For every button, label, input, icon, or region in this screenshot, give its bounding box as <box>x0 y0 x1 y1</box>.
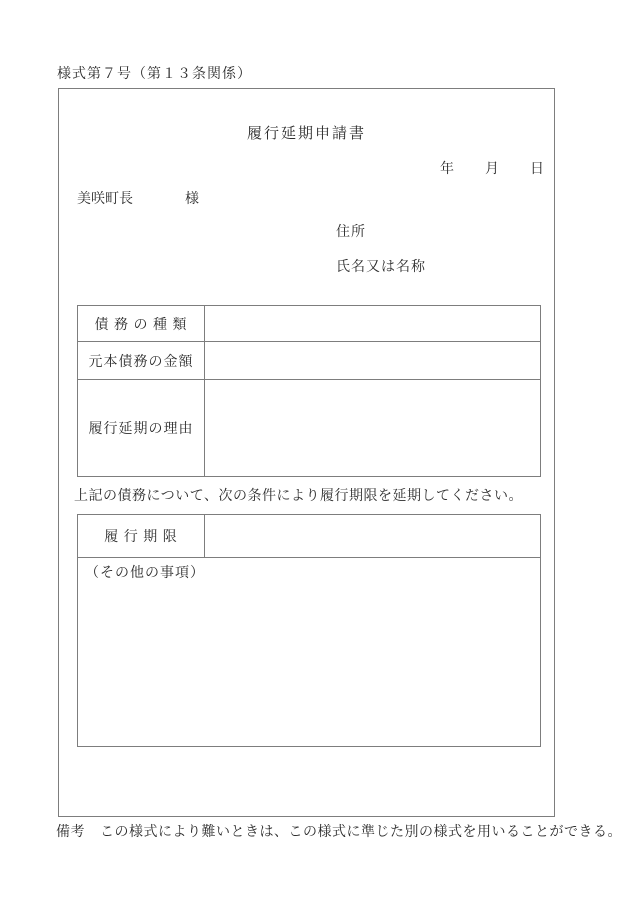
table-row <box>78 306 540 342</box>
table-row <box>78 515 540 558</box>
form-outer-frame <box>58 88 555 817</box>
remarks-line <box>56 821 622 841</box>
principal-amount-value <box>205 342 540 379</box>
document-title: 履行延期申請書 <box>246 126 366 142</box>
performance-deadline-label: 履 行 期 限 <box>78 515 205 557</box>
address-label: 住所 <box>336 225 366 240</box>
name-or-title-label: 氏名又は名称 <box>336 260 426 275</box>
debt-table <box>77 305 541 477</box>
other-matters-cell <box>78 558 540 746</box>
deferment-reason-label: 履行延期の理由 <box>78 380 205 476</box>
table-row <box>78 342 540 380</box>
other-matters-label: （その他の事項） <box>85 566 205 581</box>
deferment-reason-value <box>205 380 540 476</box>
form-number-label: 様式第７号（第１３条関係） <box>57 67 252 82</box>
remarks-text: この様式により難いときは、この様式に準じた別の様式を用いることができる。 <box>100 825 622 840</box>
performance-deadline-value <box>205 515 540 557</box>
recipient-name: 美咲町長 <box>77 192 133 207</box>
deadline-table <box>77 514 541 747</box>
principal-amount-label: 元本債務の金額 <box>78 342 205 379</box>
debt-type-label: 債 務 の 種 類 <box>78 306 205 341</box>
remarks-label: 備考 <box>56 825 85 840</box>
recipient-line <box>77 188 199 208</box>
debt-type-value <box>205 306 540 341</box>
date-line: 年 月 日 <box>440 162 545 177</box>
recipient-honorific: 様 <box>185 192 199 207</box>
request-sentence: 上記の債務について、次の条件により履行期限を延期してください。 <box>74 489 523 504</box>
table-row <box>78 380 540 476</box>
